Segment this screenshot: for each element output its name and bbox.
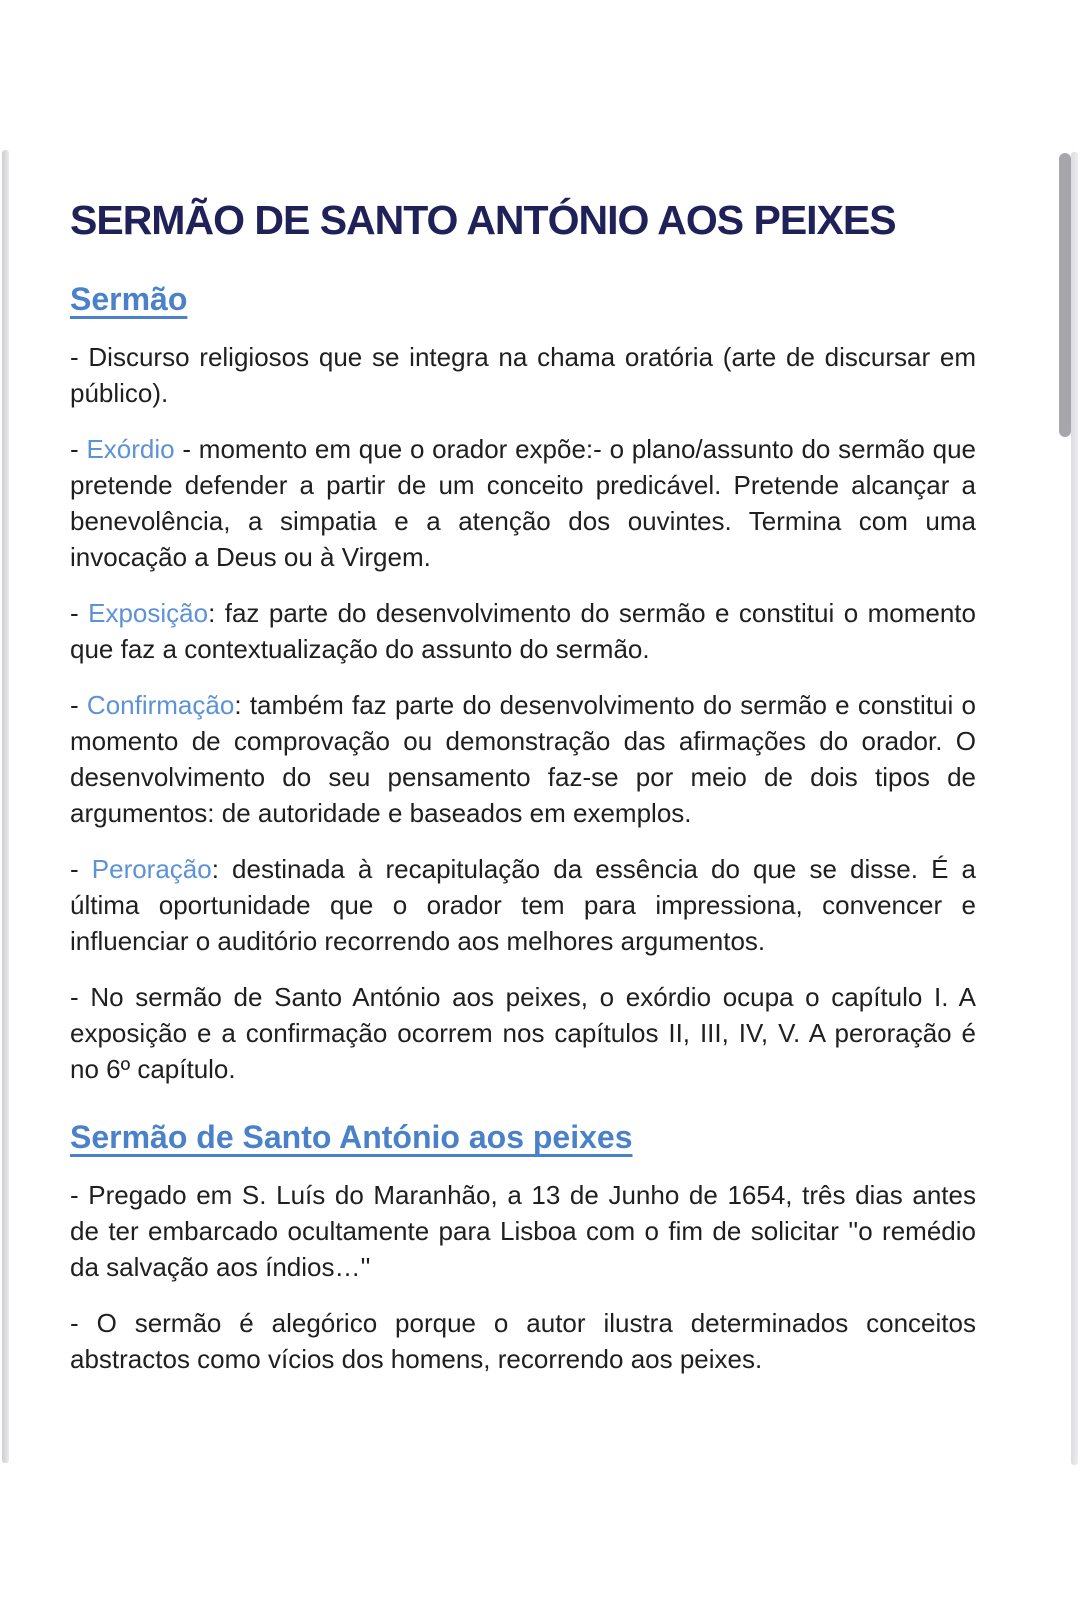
- paragraph-prefix: -: [70, 854, 92, 885]
- paragraph-text: : destinada à recapitulação da essência do que se disse. É a última oportunidade que o orador tem para impressiona, convencer e influenciar o auditório recorrendo aos melhores argumentos.: [70, 854, 976, 957]
- paragraph-prefix: -: [70, 982, 91, 1013]
- paragraph-prefix: -: [70, 1308, 97, 1339]
- paragraph-text: Pregado em S. Luís do Maranhão, a 13 de Junho de 1654, três dias antes de ter embarcado ocultamente para Lisboa com o fim de solicitar ''o remédio da salvação aos índios…'': [70, 1180, 976, 1283]
- paragraph-text: : também faz parte do desenvolvimento do sermão e constitui o momento de comprovação ou demonstração das afirmações do orador. O desenvolvimento do seu pensamento faz-se por meio de dois tipos de argumentos: de autoridade e baseados em exemplos.: [70, 690, 976, 829]
- paragraph-capitulos: [70, 979, 976, 1087]
- term-highlight-exposicao: Exposição: [88, 598, 209, 629]
- paragraph-prefix: -: [70, 598, 89, 629]
- paragraph-discurso: [70, 339, 976, 411]
- scrollbar-thumb[interactable]: [1059, 153, 1071, 437]
- term-highlight-peroracao: Peroração: [91, 854, 212, 885]
- paragraph-pregado: [70, 1177, 976, 1285]
- term-highlight-confirmacao: Confirmação: [86, 690, 235, 721]
- paragraph-prefix: -: [70, 342, 89, 373]
- paragraph-text: : faz parte do desenvolvimento do sermão e constitui o momento que faz a contextualização do assunto do sermão.: [70, 598, 976, 665]
- page-right-edge: [1071, 152, 1078, 1465]
- paragraph-exposicao: [70, 595, 976, 667]
- paragraph-confirmacao: [70, 687, 976, 831]
- paragraph-text: Discurso religiosos que se integra na chama oratória (arte de discursar em público).: [70, 342, 976, 409]
- page-left-edge: [2, 150, 9, 1463]
- page-title: SERMÃO DE SANTO ANTÓNIO AOS PEIXES: [70, 197, 896, 243]
- paragraph-prefix: -: [70, 1180, 89, 1211]
- paragraph-exordio: [70, 431, 976, 575]
- paragraph-peroracao: [70, 851, 976, 959]
- document-page: [70, 150, 976, 1377]
- paragraph-alegorico: [70, 1305, 976, 1377]
- paragraph-prefix: -: [70, 434, 87, 465]
- paragraph-text: - momento em que o orador expõe:- o plano/assunto do sermão que pretende defender a partir de um conceito predicável. Pretende alcançar a benevolência, a simpatia e a atenção dos ouvintes. Termina com uma invocação a Deus ou à Virgem.: [70, 434, 977, 573]
- section-heading-sermao-peixes: Sermão de Santo António aos peixes: [70, 1119, 633, 1156]
- paragraph-text: No sermão de Santo António aos peixes, o exórdio ocupa o capítulo I. A exposição e a confirmação ocorrem nos capítulos II, III, IV, V. A peroração é no 6º capítulo.: [70, 982, 976, 1085]
- paragraph-prefix: -: [70, 690, 87, 721]
- paragraph-text: O sermão é alegórico porque o autor ilustra determinados conceitos abstractos como vícios dos homens, recorrendo aos peixes.: [70, 1308, 976, 1375]
- term-highlight-exordio: Exórdio: [86, 434, 175, 465]
- section-heading-sermao: Sermão: [70, 281, 188, 318]
